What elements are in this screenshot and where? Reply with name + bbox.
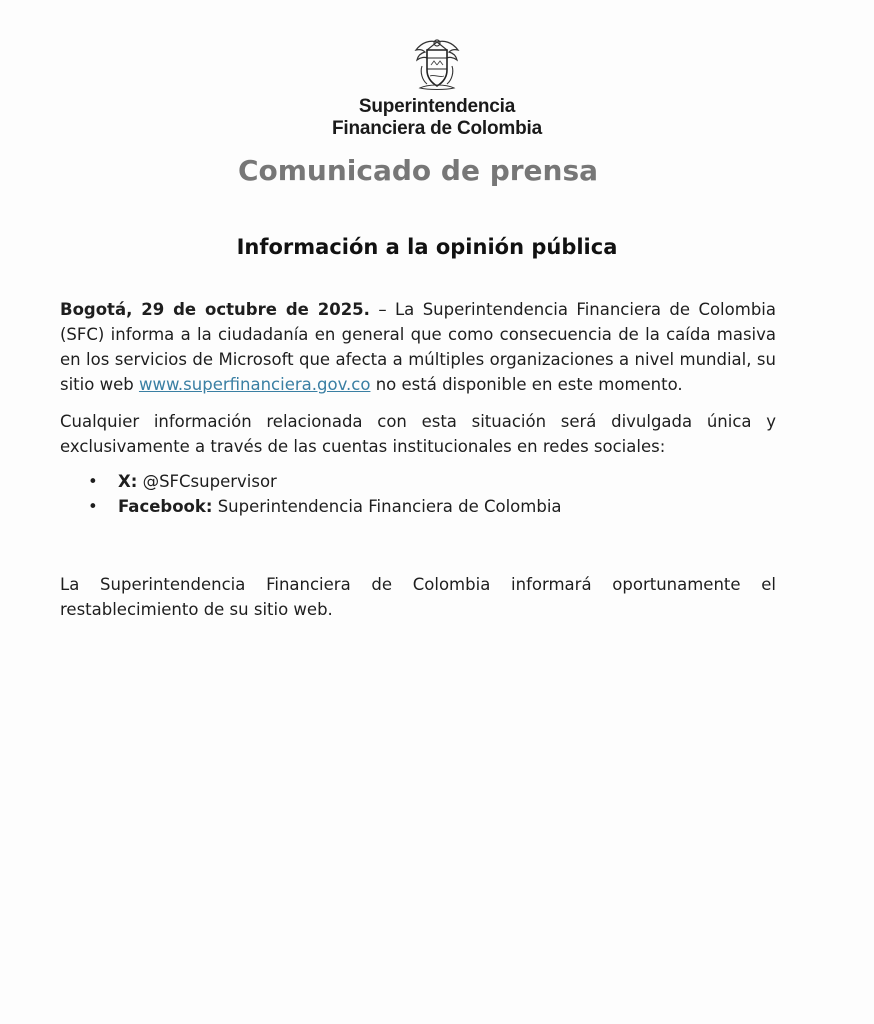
social-value-x: @SFCsupervisor: [137, 472, 277, 491]
organization-name-line2: Financiera de Colombia: [332, 118, 542, 139]
colombia-coat-of-arms-icon: [410, 36, 464, 92]
paragraph-closing: La Superintendencia Financiera de Colombia informará oportunamente el restablecimiento de su sitio web.: [60, 575, 776, 619]
headline: Información a la opinión pública: [236, 235, 618, 259]
press-release-title: Comunicado de prensa: [237, 154, 599, 187]
announcement-text-end: no está disponible en este momento.: [370, 375, 683, 394]
organization-name: [0, 96, 874, 140]
letterhead: [0, 36, 874, 140]
organization-name-line1: Superintendencia: [358, 96, 516, 117]
social-accounts-list: [60, 469, 776, 519]
social-label-facebook: Facebook:: [118, 497, 213, 516]
bullet-icon: •: [88, 497, 98, 516]
bullet-icon: •: [88, 472, 98, 491]
social-label-x: X:: [118, 472, 138, 491]
paragraph-announcement: [60, 297, 776, 397]
list-item-facebook: [60, 494, 776, 519]
website-link[interactable]: www.superfinanciera.gov.co: [138, 375, 371, 394]
paragraph-channels: Cualquier información relacionada con esta situación será divulgada única y exclusivamente a través de las cuentas institucionales en redes sociales:: [60, 412, 776, 456]
announcement-text: – La Superintendencia Financiera de Colombia (SFC) informa a la ciudadanía en general que como consecuencia de la caída masiva en los servicios de Microsoft que afecta a múltiples organizaciones a nivel mundial, su sitio web: [60, 300, 776, 394]
document-body: [60, 297, 776, 622]
dateline: Bogotá, 29 de octubre de 2025.: [60, 300, 370, 319]
social-value-facebook: Superintendencia Financiera de Colombia: [212, 497, 562, 516]
list-item-x: [60, 469, 776, 494]
